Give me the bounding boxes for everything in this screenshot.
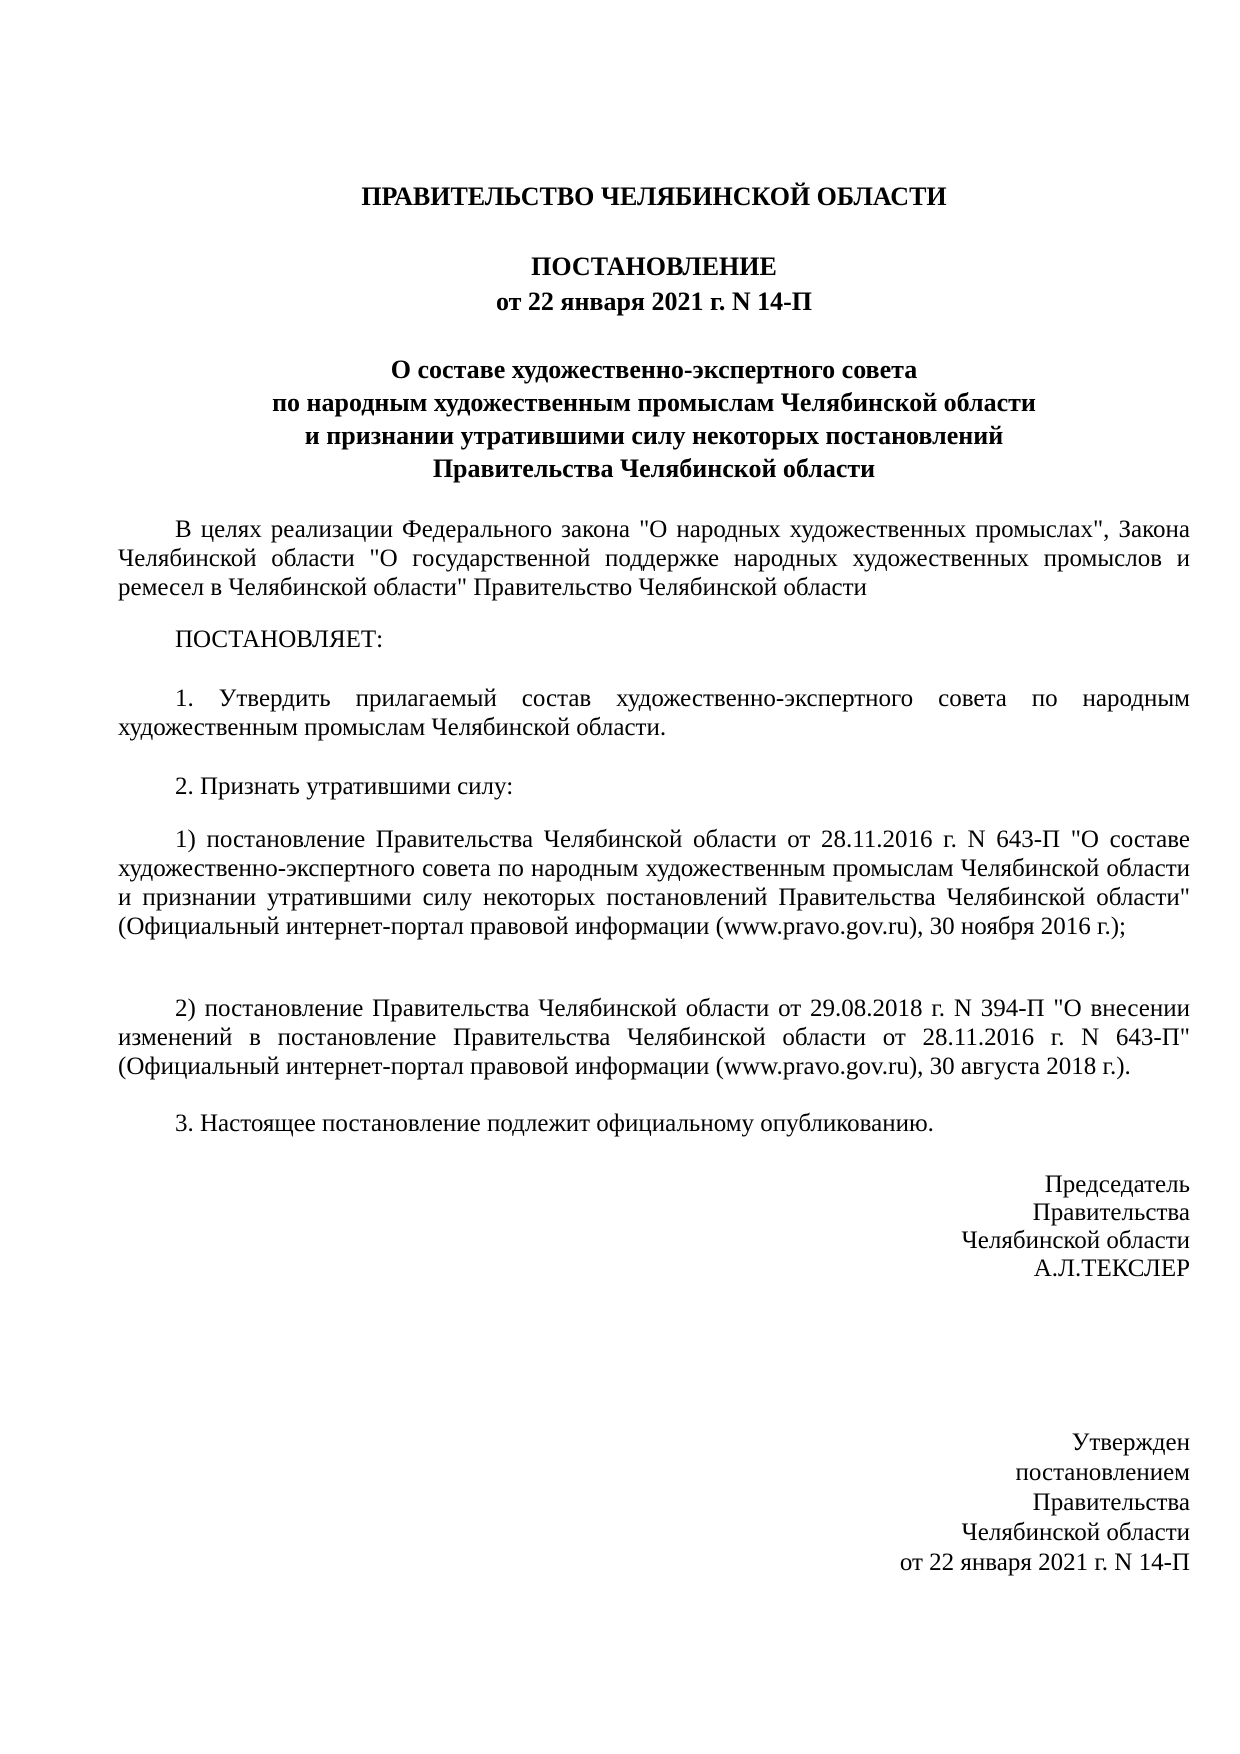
approval-line: от 22 января 2021 г. N 14-П [899,1549,1190,1576]
title-line: Правительства Челябинской области [432,454,876,483]
signature-line: Председатель [1044,1171,1190,1198]
title-line: О составе художественно-экспертного совета [390,355,918,384]
item-3: 3. Настоящее постановление подлежит официальному опубликованию. [175,1110,934,1137]
approval-line: Правительства [1032,1489,1190,1516]
signatory-name: А.Л.ТЕКСЛЕР [1033,1255,1190,1282]
document-type: ПОСТАНОВЛЕНИЕ [531,252,777,281]
document-title [118,353,1190,485]
preamble-paragraph: В целях реализации Федерального закона "О народных художественных промыслах", Закона Челябинской области "О государственной поддержке народных художественных промыслов и ремесел в Челябинской области" Правительство Челябинской области [118,516,1190,601]
approval-line: Утвержден [1071,1429,1190,1456]
approval-line: постановлением [1015,1459,1190,1486]
item-2: 2. Признать утратившими силу: [175,773,514,800]
document-date-number: от 22 января 2021 г. N 14-П [495,287,813,316]
resolves-label: ПОСТАНОВЛЯЕТ: [175,626,384,653]
signature-line: Челябинской области [961,1227,1190,1254]
signature-block [118,1171,1190,1283]
item-2-2: 2) постановление Правительства Челябинской области от 29.08.2018 г. N 394-П "О внесении изменений в постановление Правительства Челябинской области от 28.11.2016 г. N 643-П" (Официальный интернет-портал правовой информации (www.pravo.gov.ru), 30 августа 2018 г.). [118,995,1190,1080]
authority-heading: ПРАВИТЕЛЬСТВО ЧЕЛЯБИНСКОЙ ОБЛАСТИ [361,182,947,211]
approval-line: Челябинской области [961,1519,1190,1546]
item-1: 1. Утвердить прилагаемый состав художественно-экспертного совета по народным художественным промыслам Челябинской области. [118,685,1190,741]
signature-line: Правительства [1032,1199,1190,1226]
title-line: и признании утратившими силу некоторых постановлений [304,421,1004,450]
title-line: по народным художественным промыслам Челябинской области [272,388,1036,417]
item-2-1: 1) постановление Правительства Челябинской области от 28.11.2016 г. N 643-П "О составе художественно-экспертного совета по народным художественным промыслам Челябинской области и признании утратившими силу некоторых постановлений Правительства Челябинской области" (Официальный интернет-портал правовой информации (www.pravo.gov.ru), 30 ноября 2016 г.); [118,826,1190,940]
approval-block [118,1428,1190,1578]
